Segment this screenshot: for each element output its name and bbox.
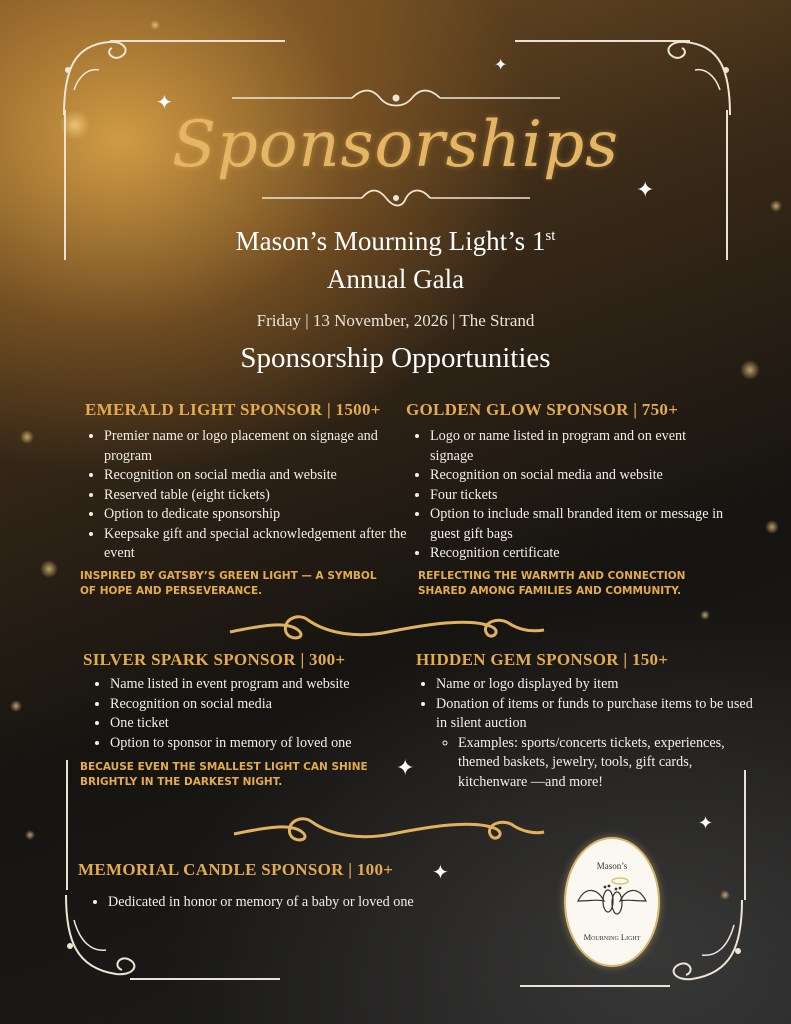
- tier-tagline-emerald: INSPIRED BY GATSBY’S GREEN LIGHT — A SYMBOL OF HOPE AND PERSEVERANCE.: [80, 570, 377, 597]
- section-heading: Sponsorship Opportunities: [240, 342, 551, 374]
- event-name: [0, 226, 791, 257]
- frame-bottom-right: [520, 985, 670, 987]
- event-name-line2: Annual Gala: [326, 264, 465, 294]
- angel-wings-footprints-icon: [572, 871, 652, 927]
- list-item: • Option to dedicate sponsorship: [104, 505, 414, 525]
- list-item: • Recognition on social media and website: [104, 466, 414, 486]
- tier-list-hidden-gem: [418, 675, 754, 792]
- sparkle-icon: ✦: [156, 90, 173, 114]
- divider-flourish-icon: [228, 610, 546, 644]
- divider-flourish-icon: [232, 812, 546, 846]
- tier-list-silver: [92, 675, 420, 753]
- title-ornament-top-icon: [232, 88, 560, 108]
- list-item: • Recognition on social media: [110, 695, 420, 715]
- tier-list-memorial: [90, 893, 418, 913]
- list-item: • Keepsake gift and special acknowledgement after the event: [104, 525, 414, 564]
- logo-top-text: Mason’s: [596, 861, 628, 871]
- frame-top-left: [110, 40, 285, 42]
- sparkle-icon: ✦: [636, 178, 655, 203]
- sub-list: [436, 734, 728, 793]
- corner-flourish-top-right-icon: [660, 30, 740, 120]
- frame-left-bottom: [66, 760, 68, 890]
- event-name-superscript: st: [545, 228, 556, 244]
- tier-title-silver: SILVER SPARK SPONSOR | 300+: [83, 650, 346, 669]
- frame-bottom-left: [130, 978, 280, 980]
- title-ornament-bottom-icon: [262, 188, 530, 208]
- corner-flourish-top-left-icon: [54, 30, 134, 120]
- tier-list-golden: [412, 427, 730, 564]
- corner-flourish-bottom-right-icon: [662, 895, 752, 990]
- logo-bottom-text: Mourning Light: [583, 932, 641, 942]
- list-item: • Name or logo displayed by item: [436, 675, 754, 695]
- list-item: • Option to include small branded item or message in guest gift bags: [430, 505, 730, 544]
- sparkle-icon: ✦: [396, 756, 415, 781]
- event-details: Friday | 13 November, 2026 | The Strand: [256, 311, 535, 330]
- list-item: • Reserved table (eight tickets): [104, 486, 414, 506]
- sparkle-icon: ✦: [432, 860, 449, 884]
- sparkle-icon: ✦: [494, 55, 508, 74]
- organization-logo: [564, 837, 660, 967]
- tier-title-golden: GOLDEN GLOW SPONSOR | 750+: [406, 400, 679, 419]
- list-item: • Dedicated in honor or memory of a baby or loved one: [108, 893, 418, 913]
- list-item: • Option to sponsor in memory of loved one: [110, 734, 420, 754]
- list-item: • Recognition certificate: [430, 544, 730, 564]
- tier-title-memorial: MEMORIAL CANDLE SPONSOR | 100+: [78, 860, 394, 879]
- list-item: • Recognition on social media and website: [430, 466, 730, 486]
- list-item: • Premier name or logo placement on signage and program: [104, 427, 414, 466]
- tier-tagline-silver: BECAUSE EVEN THE SMALLEST LIGHT CAN SHINE BRIGHTLY IN THE DARKEST NIGHT.: [80, 761, 368, 788]
- event-name-line1: Mason’s Mourning Light’s 1: [235, 226, 546, 256]
- page-title: Sponsorships: [172, 108, 619, 182]
- tier-title-emerald: EMERALD LIGHT SPONSOR | 1500+: [85, 400, 381, 419]
- list-item: • One ticket: [110, 714, 420, 734]
- tier-title-hidden-gem: HIDDEN GEM SPONSOR | 150+: [416, 650, 669, 669]
- list-item: • Four tickets: [430, 486, 730, 506]
- tier-list-emerald: [86, 427, 414, 564]
- list-item: • Name listed in event program and website: [110, 675, 420, 695]
- sparkle-icon: ✦: [698, 813, 714, 834]
- list-item: • Donation of items or funds to purchase items to be used in silent auction: [436, 695, 754, 734]
- list-item: • Logo or name listed in program and on event signage: [430, 427, 730, 466]
- tier-tagline-golden: REFLECTING THE WARMTH AND CONNECTION SHARED AMONG FAMILIES AND COMMUNITY.: [418, 570, 686, 597]
- list-item: ◦ Examples: sports/concerts tickets, experiences, themed baskets, jewelry, tools, gift cards, kitchenware —and more!: [458, 734, 728, 793]
